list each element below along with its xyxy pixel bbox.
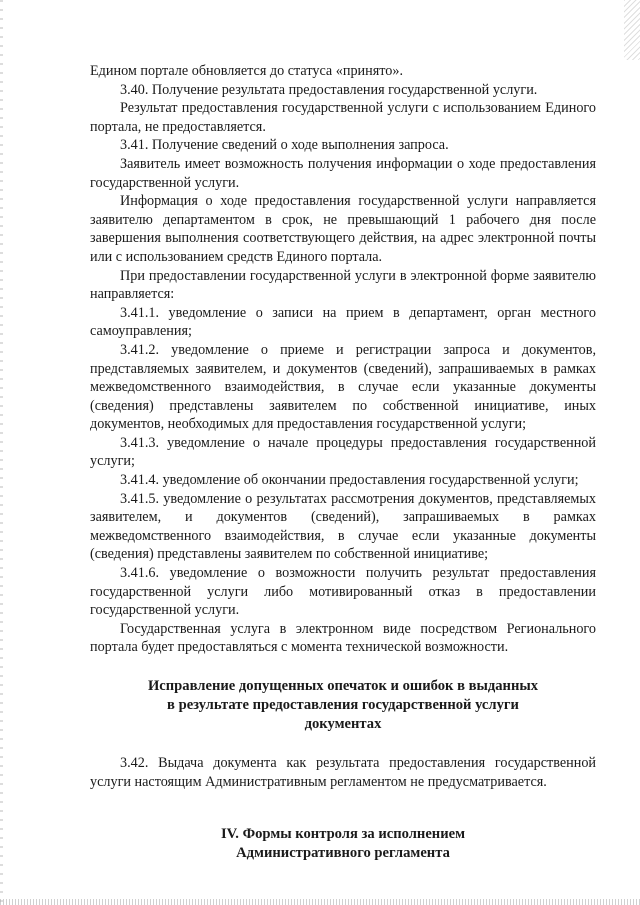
scan-edge-left [0, 0, 3, 905]
paragraph-electronic-form: При предоставлении государственной услуги в электронной форме заявителю направляется: [90, 267, 596, 303]
section-heading-control-forms [90, 825, 596, 863]
paragraph-applicant: Заявитель имеет возможность получения информации о ходе предоставления государственной услуги. [90, 155, 596, 191]
paragraph-regional-portal: Государственная услуга в электронном виде посредством Регионального портала будет предоставляться с момента технической возможности. [90, 620, 596, 656]
heading-line: документах [304, 716, 382, 732]
paragraph-result: Результат предоставления государственной услуги с использованием Единого портала, не предоставляется. [90, 100, 596, 135]
document-page [90, 62, 596, 863]
heading-line: IV. Формы контроля за исполнением [220, 826, 466, 843]
heading-line: Административного регламента [236, 845, 450, 862]
scan-edge-bottom [0, 899, 640, 905]
scan-edge-right [624, 0, 640, 60]
heading-line: в результате предоставления государственной услуги [167, 697, 519, 713]
paragraph-3-41: 3.41. Получение сведений о ходе выполнения запроса. [120, 137, 449, 154]
paragraph-3-42: 3.42. Выдача документа как результата предоставления государственной услуги настоящим Административным регламентом не предусматривается. [90, 755, 596, 790]
list-item-3-41-6: 3.41.6. уведомление о возможности получить результат предоставления государственной услуги либо мотивированный отказ в предоставлении государственной услуги. [90, 565, 596, 619]
list-item-3-41-3: 3.41.3. уведомление о начале процедуры предоставления государственной услуги; [90, 434, 596, 470]
paragraph-continuation: Едином портале обновляется до статуса «принято». [90, 63, 404, 79]
paragraph-information: Информация о ходе предоставления государственной услуги направляется заявителю департаментом в срок, не превышающий 1 рабочего дня после завершения выполнения соответствующего действия, на адрес электронной почты или с использованием средств Единого портала. [90, 193, 596, 265]
list-item-3-41-5: 3.41.5. уведомление о результатах рассмотрения документов, представляемых заявителем, и документов (сведений), запрашиваемых в рамках межведомственного взаимодействия, в случае если указанные документы (сведения) представлены заявителем по собственной инициативе; [90, 490, 596, 563]
section-heading-corrections [90, 677, 596, 734]
list-item-3-41-1: 3.41.1. уведомление о записи на прием в департамент, орган местного самоуправления; [90, 304, 596, 340]
heading-line: Исправление допущенных опечаток и ошибок в выданных [147, 678, 539, 694]
paragraph-3-40: 3.40. Получение результата предоставления государственной услуги. [120, 81, 538, 98]
list-item-3-41-2: 3.41.2. уведомление о приеме и регистрации запроса и документов, представляемых заявителем, и документов (сведений), запрашиваемых в рамках межведомственного взаимодействия, в случае если указанные документы (сведения) представлены заявителем по собственной инициативе, иных документов, необходимых для предоставления государственной услуги; [90, 341, 596, 433]
list-item-3-41-4: 3.41.4. уведомление об окончании предоставления государственной услуги; [120, 472, 579, 489]
